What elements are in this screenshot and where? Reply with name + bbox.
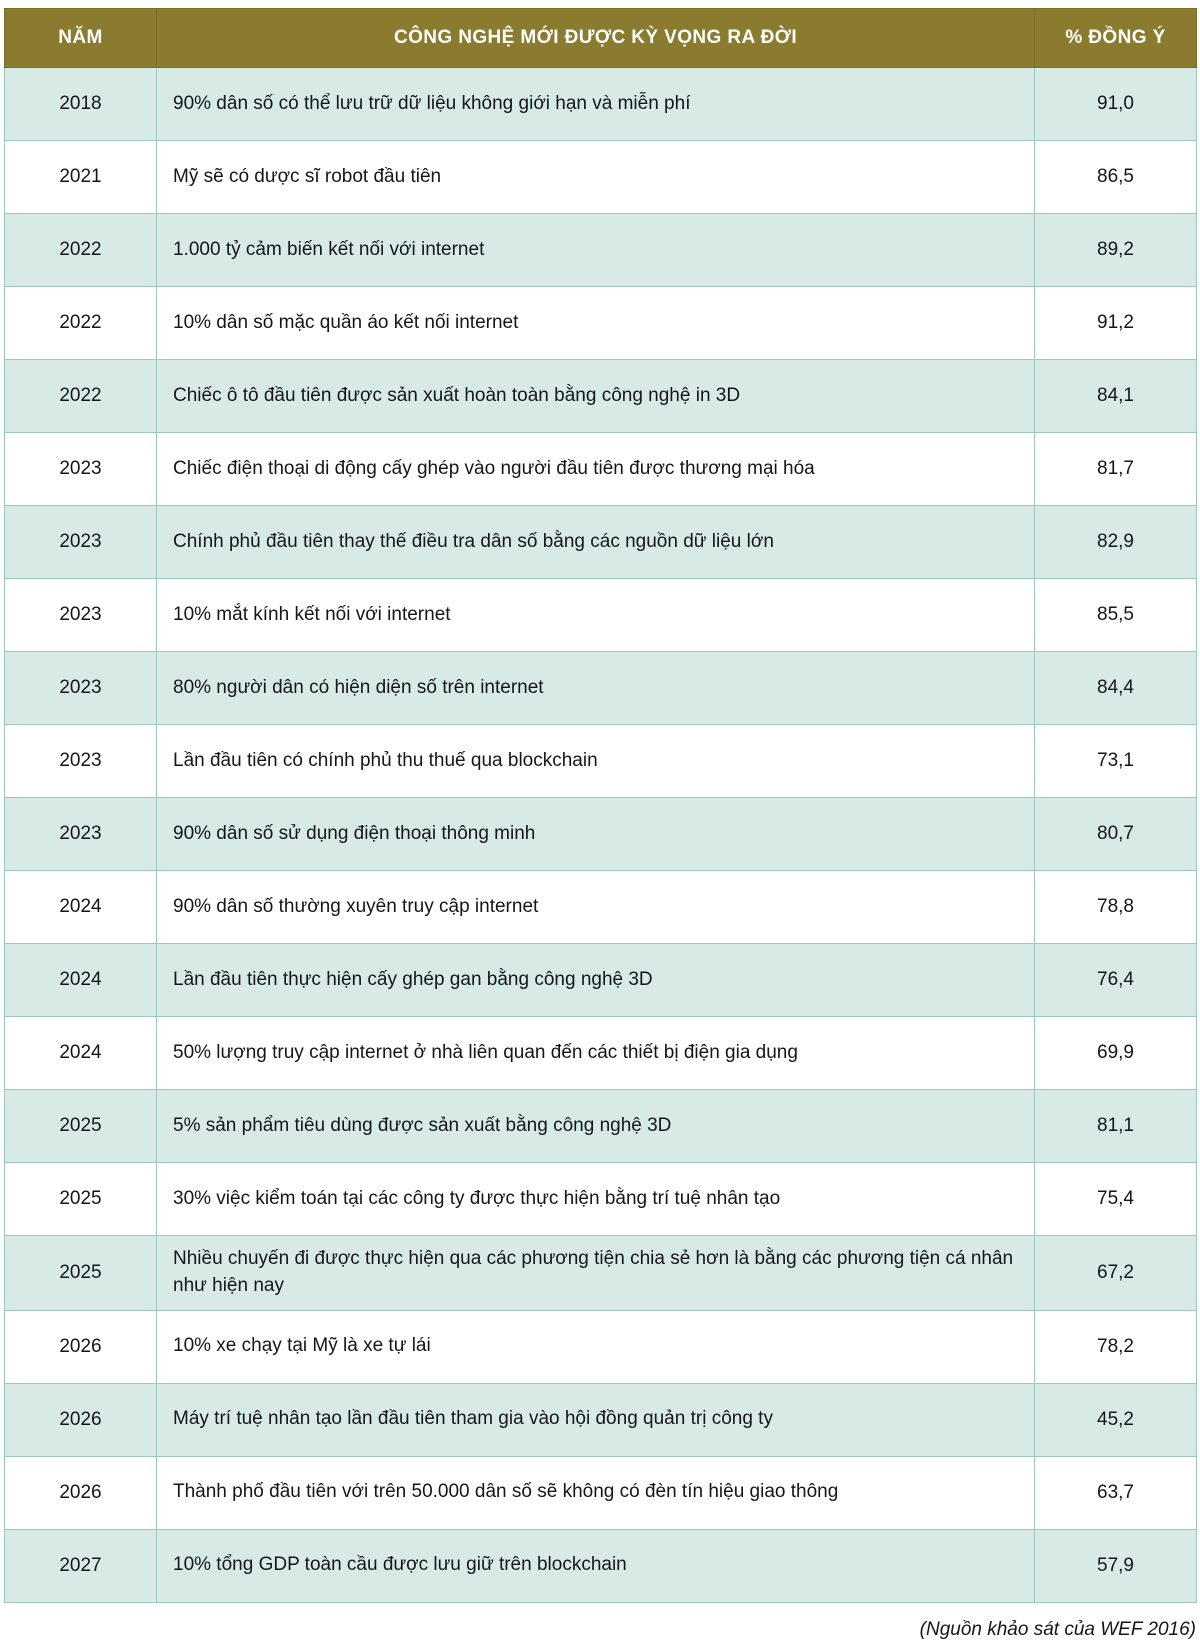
cell-technology: 10% xe chạy tại Mỹ là xe tự lái [157,1310,1035,1383]
cell-technology: Nhiều chuyến đi được thực hiện qua các phương tiện chia sẻ hơn là bằng các phương tiện cá nhân như hiện nay [157,1236,1035,1311]
table-row [5,1529,1197,1602]
cell-year: 2018 [5,68,157,141]
table-row [5,1236,1197,1311]
table-row [5,287,1197,360]
cell-technology: Lần đầu tiên thực hiện cấy ghép gan bằng công nghệ 3D [157,944,1035,1017]
cell-percent: 75,4 [1035,1163,1197,1236]
table-row [5,214,1197,287]
cell-percent: 81,7 [1035,433,1197,506]
cell-year: 2021 [5,141,157,214]
cell-percent: 91,0 [1035,68,1197,141]
table-row [5,798,1197,871]
cell-year: 2023 [5,725,157,798]
cell-percent: 69,9 [1035,1017,1197,1090]
cell-year: 2022 [5,287,157,360]
table-row [5,579,1197,652]
cell-technology: 10% mắt kính kết nối với internet [157,579,1035,652]
cell-year: 2023 [5,433,157,506]
cell-technology: Chính phủ đầu tiên thay thế điều tra dân số bằng các nguồn dữ liệu lớn [157,506,1035,579]
cell-percent: 57,9 [1035,1529,1197,1602]
table-row [5,871,1197,944]
cell-technology: Lần đầu tiên có chính phủ thu thuế qua blockchain [157,725,1035,798]
column-header-technology: CÔNG NGHỆ MỚI ĐƯỢC KỲ VỌNG RA ĐỜI [157,9,1035,68]
cell-year: 2025 [5,1236,157,1311]
table-row [5,141,1197,214]
table-row [5,725,1197,798]
cell-percent: 86,5 [1035,141,1197,214]
cell-technology: Mỹ sẽ có dược sĩ robot đầu tiên [157,141,1035,214]
cell-year: 2025 [5,1090,157,1163]
cell-technology: 90% dân số sử dụng điện thoại thông minh [157,798,1035,871]
table-row [5,1017,1197,1090]
cell-percent: 82,9 [1035,506,1197,579]
cell-year: 2023 [5,798,157,871]
cell-percent: 67,2 [1035,1236,1197,1311]
column-header-percent: % ĐỒNG Ý [1035,9,1197,68]
cell-year: 2027 [5,1529,157,1602]
cell-percent: 89,2 [1035,214,1197,287]
cell-year: 2026 [5,1310,157,1383]
table-header [5,9,1197,68]
cell-year: 2026 [5,1456,157,1529]
table-row [5,506,1197,579]
table-row [5,1310,1197,1383]
cell-year: 2023 [5,579,157,652]
table-row [5,433,1197,506]
cell-year: 2023 [5,506,157,579]
cell-technology: 10% tổng GDP toàn cầu được lưu giữ trên blockchain [157,1529,1035,1602]
cell-year: 2023 [5,652,157,725]
cell-technology: 1.000 tỷ cảm biến kết nối với internet [157,214,1035,287]
cell-year: 2026 [5,1383,157,1456]
cell-technology: Chiếc điện thoại di động cấy ghép vào người đầu tiên được thương mại hóa [157,433,1035,506]
table-row [5,1456,1197,1529]
cell-technology: 90% dân số thường xuyên truy cập internet [157,871,1035,944]
cell-year: 2024 [5,1017,157,1090]
cell-percent: 84,1 [1035,360,1197,433]
table-row [5,1383,1197,1456]
cell-percent: 84,4 [1035,652,1197,725]
cell-technology: 50% lượng truy cập internet ở nhà liên quan đến các thiết bị điện gia dụng [157,1017,1035,1090]
cell-technology: 30% việc kiểm toán tại các công ty được thực hiện bằng trí tuệ nhân tạo [157,1163,1035,1236]
table-row [5,652,1197,725]
cell-percent: 63,7 [1035,1456,1197,1529]
cell-technology: 80% người dân có hiện diện số trên internet [157,652,1035,725]
cell-percent: 78,8 [1035,871,1197,944]
cell-technology: Máy trí tuệ nhân tạo lần đầu tiên tham gia vào hội đồng quản trị công ty [157,1383,1035,1456]
cell-year: 2024 [5,871,157,944]
table-row [5,1090,1197,1163]
table-body [5,68,1197,1603]
cell-percent: 76,4 [1035,944,1197,1017]
cell-percent: 91,2 [1035,287,1197,360]
cell-percent: 45,2 [1035,1383,1197,1456]
table-row [5,360,1197,433]
technology-expectation-table [4,8,1197,1603]
cell-technology: Chiếc ô tô đầu tiên được sản xuất hoàn toàn bằng công nghệ in 3D [157,360,1035,433]
cell-percent: 81,1 [1035,1090,1197,1163]
table-row [5,944,1197,1017]
table-row [5,1163,1197,1236]
cell-percent: 80,7 [1035,798,1197,871]
column-header-year: NĂM [5,9,157,68]
cell-year: 2024 [5,944,157,1017]
source-note: (Nguồn khảo sát của WEF 2016) [919,1618,1196,1640]
table-row [5,68,1197,141]
cell-technology: 90% dân số có thể lưu trữ dữ liệu không giới hạn và miễn phí [157,68,1035,141]
cell-percent: 78,2 [1035,1310,1197,1383]
cell-year: 2022 [5,214,157,287]
cell-year: 2025 [5,1163,157,1236]
cell-technology: Thành phố đầu tiên với trên 50.000 dân số sẽ không có đèn tín hiệu giao thông [157,1456,1035,1529]
cell-technology: 5% sản phẩm tiêu dùng được sản xuất bằng công nghệ 3D [157,1090,1035,1163]
table-header-row [5,9,1197,68]
cell-technology: 10% dân số mặc quần áo kết nối internet [157,287,1035,360]
cell-percent: 73,1 [1035,725,1197,798]
cell-year: 2022 [5,360,157,433]
cell-percent: 85,5 [1035,579,1197,652]
